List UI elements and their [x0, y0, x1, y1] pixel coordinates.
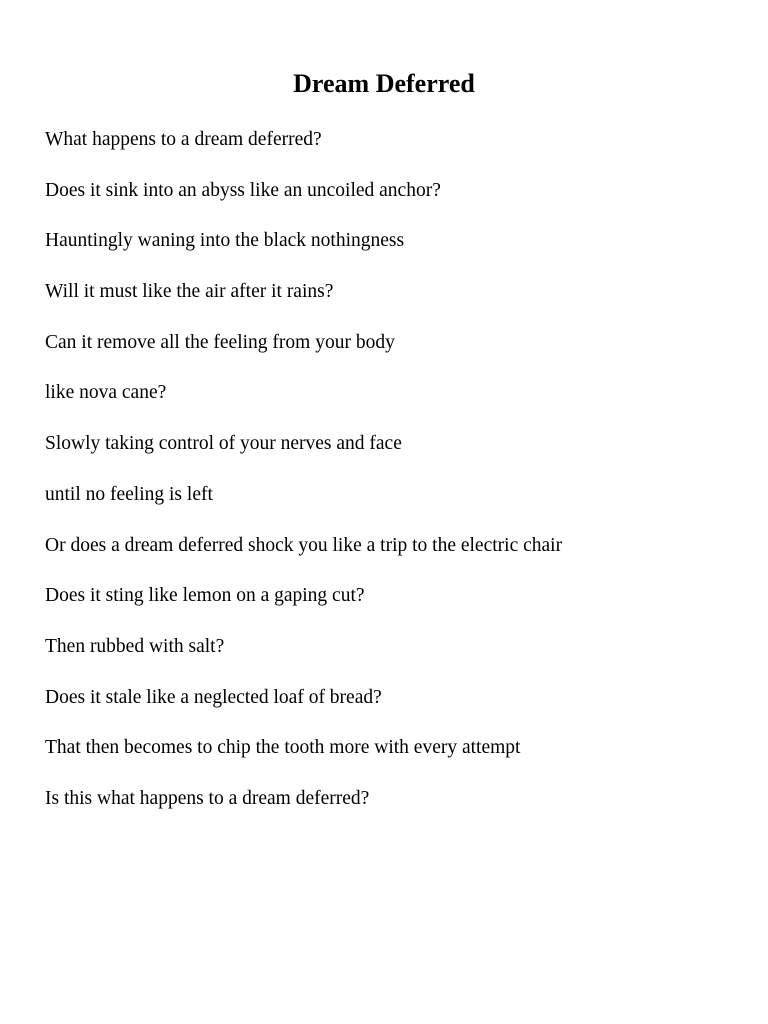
- poem-line: like nova cane?: [45, 382, 167, 404]
- poem-title: Dream Deferred: [293, 69, 475, 98]
- poem-line: Then rubbed with salt?: [45, 635, 225, 657]
- poem-line: Hauntingly waning into the black nothingness: [45, 230, 405, 252]
- poem-line: What happens to a dream deferred?: [45, 129, 322, 150]
- poem-line: Or does a dream deferred shock you like a trip to the electric chair: [45, 534, 563, 556]
- poem-line: Does it stale like a neglected loaf of bread?: [45, 686, 382, 708]
- poem-body: [45, 127, 562, 837]
- poem-line: Will it must like the air after it rains?: [45, 281, 334, 303]
- poem-line: That then becomes to chip the tooth more with every attempt: [45, 737, 521, 759]
- poem-line: Can it remove all the feeling from your body: [45, 331, 395, 353]
- poem-line: until no feeling is left: [45, 483, 213, 505]
- poem-line: Is this what happens to a dream deferred?: [45, 787, 370, 809]
- poem-line: Slowly taking control of your nerves and face: [45, 433, 402, 455]
- poem-line: Does it sink into an abyss like an uncoiled anchor?: [45, 179, 441, 201]
- poem-line: Does it sting like lemon on a gaping cut?: [45, 585, 365, 607]
